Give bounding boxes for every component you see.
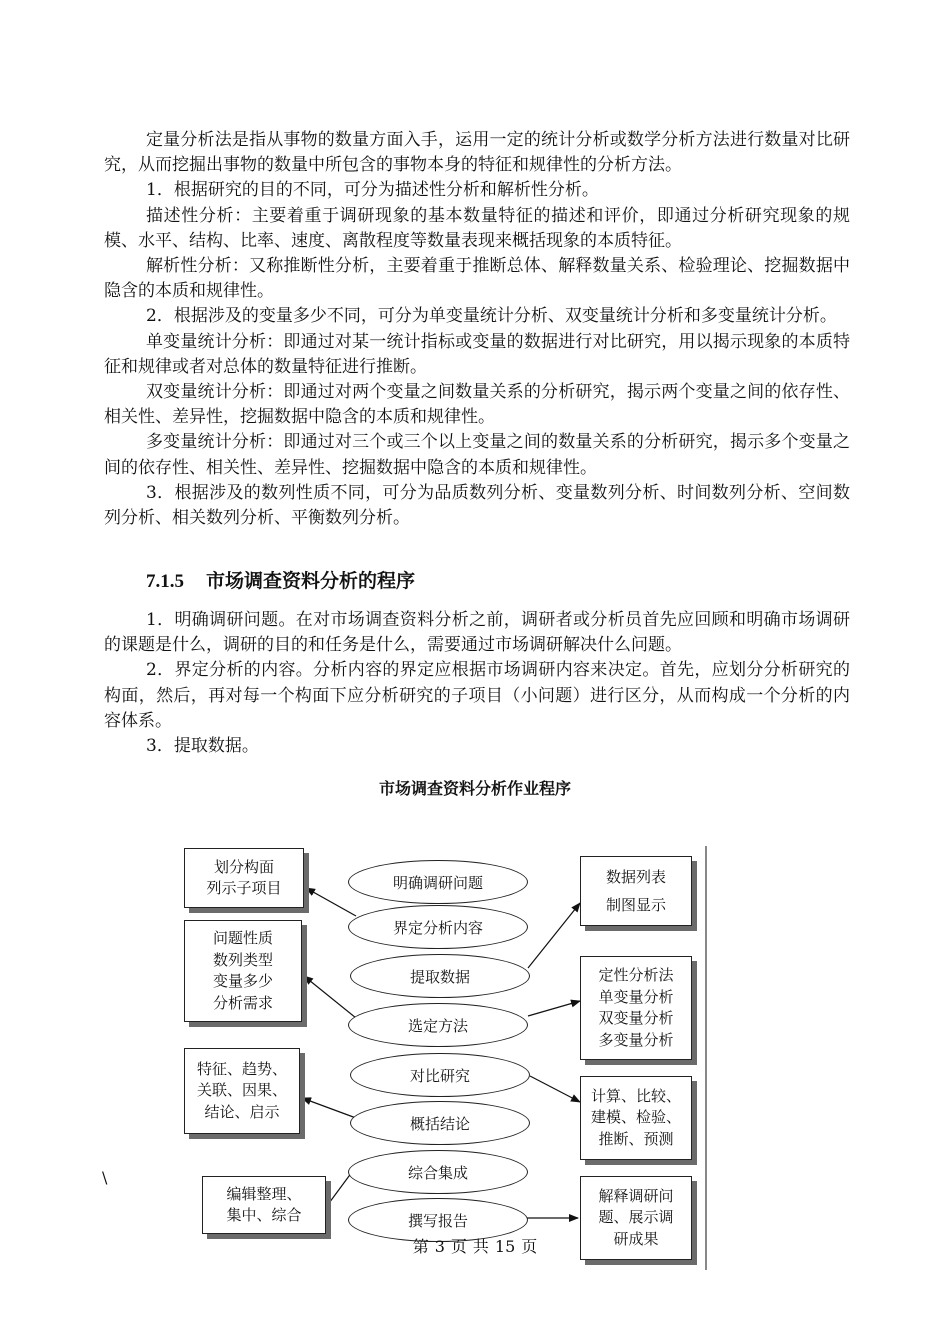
paragraph: 描述性分析：主要着重于调研现象的基本数量特征的描述和评价，即通过分析研究现象的规模、水平、结构、比率、速度、离散程度等数量表现来概括现象的本质特征。 — [104, 205, 850, 251]
oval-step-integrate: 综合集成 — [348, 1150, 528, 1194]
oval-step-define: 界定分析内容 — [348, 905, 528, 949]
left-box-criteria: 问题性质 数列类型 变量多少 分析需求 — [184, 920, 302, 1022]
oval-step-extract: 提取数据 — [350, 954, 530, 998]
arrow-connector — [302, 1098, 356, 1118]
paragraph: 解析性分析：又称推断性分析，主要着重于推断总体、解释数量关系、检验理论、挖掘数据中隐含的本质和规律性。 — [104, 256, 850, 302]
right-box-report-outcome: 解释调研问 题、展示调 研成果 — [580, 1176, 692, 1260]
paragraph: 单变量统计分析：即通过对某一统计指标或变量的数据进行对比研究，用以揭示现象的本质特征和规律或者对总体的数量特征进行推断。 — [104, 331, 850, 377]
diagram-title: 市场调查资料分析作业程序 — [378, 779, 571, 798]
right-box-display: 数据列表 制图显示 — [580, 856, 692, 926]
paragraph: 双变量统计分析：即通过对两个变量之间数量关系的分析研究，揭示两个变量之间的依存性、相关性、差异性，挖掘数据中隐含的本质和规律性。 — [104, 382, 850, 428]
paragraph: 定量分析法是指从事物的数量方面入手，运用一定的统计分析或数学分析方法进行数量对比研究，从而挖掘出事物的数量中所包含的事物本身的特征和规律性的分析方法。 — [104, 130, 850, 176]
left-box-editing: 编辑整理、 集中、综合 — [202, 1176, 326, 1234]
paragraph: 1．根据研究的目的不同，可分为描述性分析和解析性分析。 — [146, 180, 599, 201]
arrow-connector — [304, 976, 356, 1018]
oval-step-report: 撰写报告 — [348, 1198, 528, 1242]
arrow-connector — [528, 1001, 580, 1016]
page-number: 3 — [434, 1237, 445, 1256]
arrow-connector — [306, 888, 356, 916]
oval-step-clarify: 明确调研问题 — [348, 860, 528, 904]
paragraph: 3．根据涉及的数列性质不同，可分为品质数列分析、变量数列分析、时间数列分析、空间数列分析、相关数列分析、平衡数列分析。 — [104, 482, 850, 529]
right-box-methods: 定性分析法 单变量分析 双变量分析 多变量分析 — [580, 956, 692, 1060]
right-box-computation: 计算、比较、 建模、检验、 推断、预测 — [580, 1076, 692, 1160]
arrow-connector — [530, 1076, 580, 1102]
paragraph: 多变量统计分析：即通过对三个或三个以上变量之间的数量关系的分析研究，揭示多个变量之间的依存性、相关性、差异性、挖掘数据中隐含的本质和规律性。 — [104, 432, 850, 478]
left-box-findings: 特征、趋势、 关联、因果、 结论、启示 — [184, 1048, 300, 1134]
paragraph: 2．界定分析的内容。分析内容的界定应根据市场调研内容来决定。首先，应划分分析研究的构面，然后，再对每一个构面下应分析研究的子项目（小问题）进行区分，从而构成一个分析的内容体系。 — [104, 660, 850, 731]
stray-mark: \ — [102, 1168, 108, 1187]
oval-step-compare: 对比研究 — [350, 1053, 530, 1097]
left-box-dimensions: 划分构面 列示子项目 — [184, 848, 304, 908]
paragraph: 2．根据涉及的变量多少不同，可分为单变量统计分析、双变量统计分析和多变量统计分析。 — [146, 306, 837, 327]
paragraph: 1．明确调研问题。在对市场调查资料分析之前，调研者或分析员首先应回顾和明确市场调研的课题是什么，调研的目的和任务是什么，需要通过市场调研解决什么问题。 — [104, 610, 850, 656]
paragraph: 3．提取数据。 — [146, 736, 259, 757]
page-total: 15 — [494, 1237, 516, 1256]
section-title: 市场调查资料分析的程序 — [206, 570, 416, 592]
section-number: 7.1.5 — [146, 571, 184, 592]
oval-step-conclude: 概括结论 — [350, 1101, 530, 1145]
oval-step-method: 选定方法 — [348, 1003, 528, 1047]
page-footer: 第 3 页 共 15 页 — [412, 1237, 538, 1256]
arrow-connector — [528, 903, 580, 968]
